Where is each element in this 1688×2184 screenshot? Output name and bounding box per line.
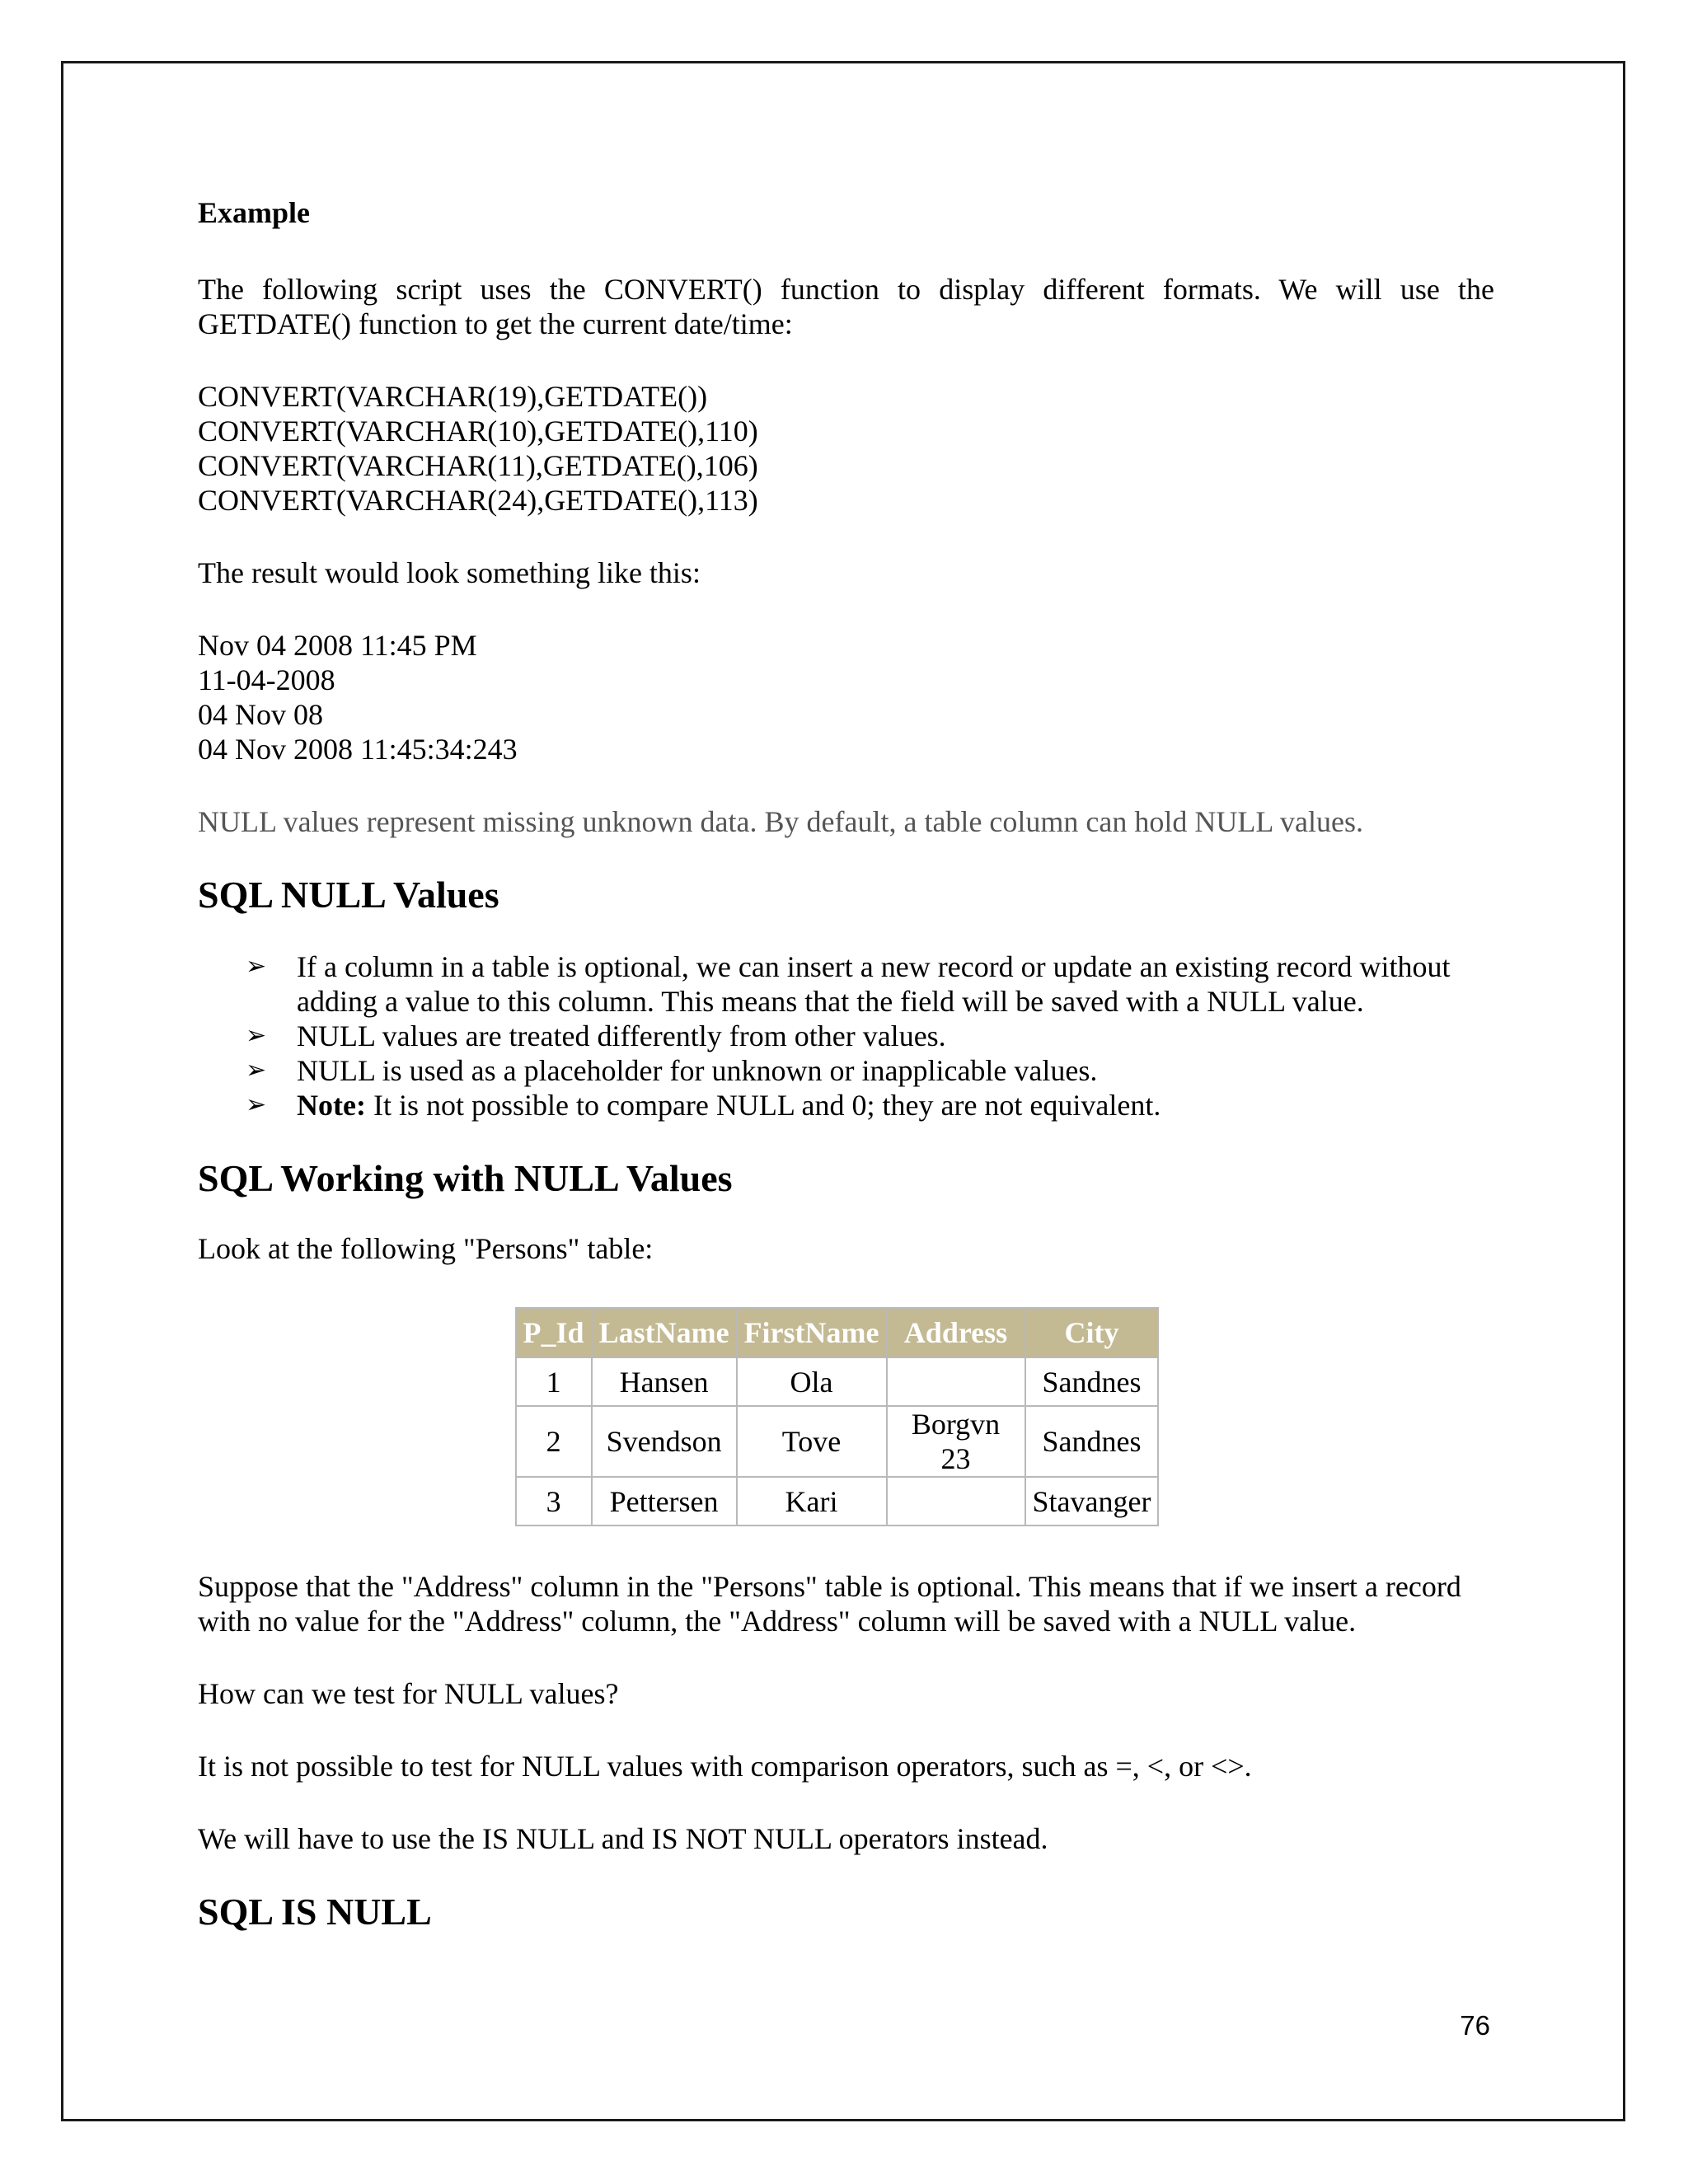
arrow-bullet-icon: ➢ (246, 1021, 267, 1050)
table-header-row (516, 1308, 1159, 1357)
column-header-address: Address (887, 1308, 1025, 1357)
result-block (198, 628, 1494, 766)
table-cell: Pettersen (592, 1477, 737, 1526)
table-intro: Look at the following "Persons" table: (198, 1232, 654, 1265)
column-header-lastname: LastName (592, 1308, 737, 1357)
test-question: How can we test for NULL values? (198, 1677, 619, 1710)
comparison-note: It is not possible to test for NULL values with comparison operators, such as =, <, or <>. (198, 1750, 1252, 1783)
table-row (516, 1357, 1159, 1406)
table-row (516, 1406, 1159, 1477)
heading-sql-working-null: SQL Working with NULL Values (198, 1157, 733, 1199)
table-row (516, 1477, 1159, 1526)
list-item: ➢ If a column in a table is optional, we can insert a new record or update an existing record without adding a value to this column. This means that the field will be saved with a NULL value. (246, 950, 1451, 1018)
arrow-bullet-icon: ➢ (246, 1090, 267, 1119)
persons-table (515, 1307, 1160, 1526)
column-header-p-id: P_Id (516, 1308, 592, 1357)
result-line: Nov 04 2008 11:45 PM (198, 629, 477, 662)
table-cell: Tove (737, 1406, 887, 1477)
result-line: 11-04-2008 (198, 663, 335, 696)
code-line: CONVERT(VARCHAR(24),GETDATE(),113) (198, 484, 758, 517)
result-intro: The result would look something like this: (198, 556, 701, 589)
arrow-bullet-icon: ➢ (246, 1056, 267, 1085)
column-header-city: City (1025, 1308, 1159, 1357)
table-cell: Borgvn 23 (887, 1406, 1025, 1477)
code-block (198, 379, 1494, 518)
null-facts-list (198, 949, 1494, 1122)
note-label: Note: (297, 1089, 366, 1122)
example-label: Example (198, 196, 311, 229)
null-description: NULL values represent missing unknown data. By default, a table column can hold NULL values. (198, 805, 1363, 838)
code-line: CONVERT(VARCHAR(19),GETDATE()) (198, 380, 708, 413)
table-cell: Sandnes (1025, 1406, 1159, 1477)
table-cell: Ola (737, 1357, 887, 1406)
table-cell (887, 1357, 1025, 1406)
suppose-paragraph: Suppose that the "Address" column in the "Persons" table is optional. This means that if we insert a record with no value for the "Address" column, the "Address" column will be saved with a NULL value. (198, 1570, 1461, 1638)
table-cell (887, 1477, 1025, 1526)
column-header-firstname: FirstName (737, 1308, 887, 1357)
table-cell: Hansen (592, 1357, 737, 1406)
table-cell: 2 (516, 1406, 592, 1477)
operators-note: We will have to use the IS NULL and IS NOT NULL operators instead. (198, 1822, 1048, 1855)
table-cell: Svendson (592, 1406, 737, 1477)
result-line: 04 Nov 08 (198, 698, 323, 731)
page-number: 76 (1460, 2010, 1490, 2041)
code-line: CONVERT(VARCHAR(11),GETDATE(),106) (198, 449, 758, 482)
intro-paragraph: The following script uses the CONVERT() function to display different formats. We will use the GETDATE() function to get the current date/time: (198, 273, 1494, 340)
arrow-bullet-icon: ➢ (246, 952, 267, 981)
table-cell: Sandnes (1025, 1357, 1159, 1406)
heading-sql-null-values: SQL NULL Values (198, 874, 499, 916)
page-content (198, 194, 1494, 1935)
table-cell: 3 (516, 1477, 592, 1526)
table-cell: Kari (737, 1477, 887, 1526)
table-cell: 1 (516, 1357, 592, 1406)
heading-sql-is-null: SQL IS NULL (198, 1891, 432, 1933)
table-cell: Stavanger (1025, 1477, 1159, 1526)
code-line: CONVERT(VARCHAR(10),GETDATE(),110) (198, 415, 758, 448)
list-item: ➢ Note: It is not possible to compare NULL and 0; they are not equivalent. (246, 1089, 1161, 1122)
list-item: ➢ NULL values are treated differently from other values. (246, 1019, 946, 1052)
result-line: 04 Nov 2008 11:45:34:243 (198, 733, 518, 766)
persons-table-wrapper (180, 1307, 1494, 1526)
list-item: ➢ NULL is used as a placeholder for unknown or inapplicable values. (246, 1054, 1098, 1087)
